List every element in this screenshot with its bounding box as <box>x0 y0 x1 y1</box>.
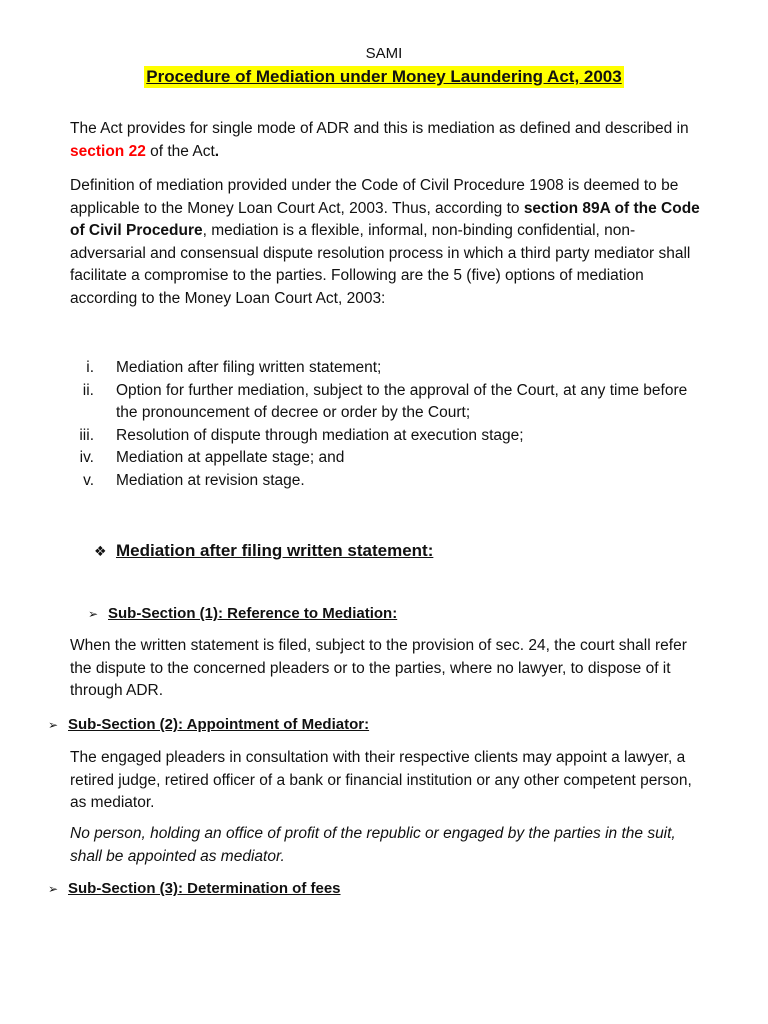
arrow-bullet-icon: ➢ <box>88 607 99 621</box>
intro-text-end: of the Act <box>145 142 215 160</box>
list-item-number: iv. <box>79 449 94 466</box>
list-item-text: Mediation at revision stage. <box>116 471 305 489</box>
intro-text: The Act provides for single mode of ADR and this is mediation as defined and described in <box>70 120 689 137</box>
title-container <box>0 66 768 90</box>
definition-text: Definition of mediation provided under the Code of Civil Procedure 1908 is deemed to be applicable to the Money Loan Court Act, 2003. Thus, according to <box>70 177 679 217</box>
list-item-number: v. <box>83 471 94 489</box>
header-label: SAMI <box>365 45 403 62</box>
sub-section-1-title: Sub-Section (1): Reference to Mediation: <box>108 605 398 622</box>
section-heading <box>94 538 433 564</box>
diamond-bullet-icon: ❖ <box>94 543 107 559</box>
sub-section-3-heading <box>48 879 341 899</box>
intro-paragraph-2 <box>70 175 710 310</box>
list-item-text: Mediation after filing written statement; <box>116 359 382 376</box>
list-item-number: i. <box>86 359 94 376</box>
arrow-bullet-icon: ➢ <box>48 882 59 896</box>
definition-text-end: , mediation is a flexible, informal, non-binding confidential, non-adversarial and consensual dispute resolution process in which a third party mediator shall facilitate a compromise to the parties. Following are the 5 (five) options of mediation according to the Money Loan Court Act, 2003: <box>70 222 691 307</box>
document-title: Procedure of Mediation under Money Laundering Act, 2003 <box>146 67 622 86</box>
section-89a-reference: section 89A of the Code of Civil Procedure <box>70 199 700 239</box>
list-item <box>70 470 710 493</box>
section-22-reference: section 22 <box>70 142 146 160</box>
sub-section-2-heading <box>48 715 369 735</box>
sub-section-3-title: Sub-Section (3): Determination of fees <box>68 880 341 897</box>
list-item <box>70 425 710 448</box>
list-item <box>70 380 710 425</box>
list-item-number: ii. <box>82 381 94 399</box>
list-item <box>70 447 710 470</box>
sub-section-2-text: The engaged pleaders in consultation with their respective clients may appoint a lawyer, a retired judge, retired officer of a bank or financial institution or any other competent person, as mediator. <box>70 749 692 811</box>
arrow-bullet-icon: ➢ <box>48 718 59 732</box>
mediation-options-list <box>70 357 710 492</box>
list-item-text: Option for further mediation, subject to the approval of the Court, at any time before the pronouncement of decree or order by the Court; <box>116 381 688 421</box>
sub-section-2-note: No person, holding an office of profit of the republic or engaged by the parties in the suit, shall be appointed as mediator. <box>70 825 676 865</box>
intro-period: . <box>214 142 220 160</box>
sub-section-1-heading <box>88 604 397 624</box>
list-item-number: iii. <box>79 426 94 444</box>
list-item <box>70 357 710 380</box>
section-heading-text: Mediation after filing written statement: <box>116 541 434 560</box>
list-item-text: Mediation at appellate stage; and <box>116 449 345 466</box>
list-item-text: Resolution of dispute through mediation at execution stage; <box>116 426 524 444</box>
sub-section-1-text: When the written statement is filed, subject to the provision of sec. 24, the court shall refer the dispute to the concerned pleaders or to the parties, where no lawyer, to dispose of it through ADR. <box>70 637 687 699</box>
sub-section-2-title: Sub-Section (2): Appointment of Mediator: <box>68 716 370 733</box>
intro-paragraph-1 <box>70 118 710 163</box>
